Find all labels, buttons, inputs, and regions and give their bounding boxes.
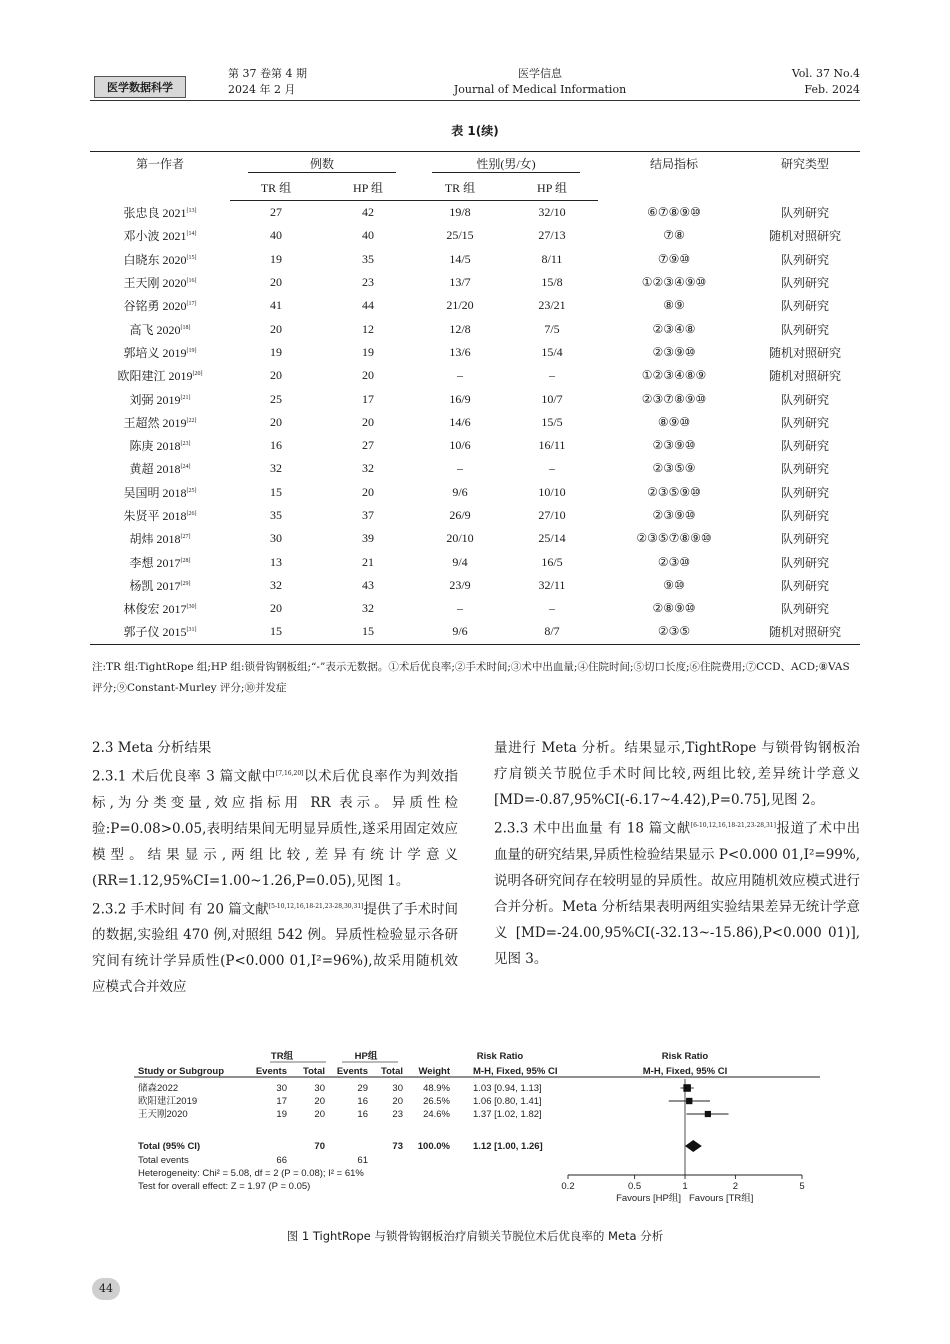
overall-effect-test: Test for overall effect: Z = 1.97 (P = 0.05) xyxy=(138,1181,311,1192)
volume-en: Vol. 37 No.4 xyxy=(791,67,860,80)
cell-hp: 27 xyxy=(362,438,374,453)
col-author: 第一作者 xyxy=(90,152,230,201)
journal-cn: 医学信息 xyxy=(518,67,562,80)
cell-hp: 32 xyxy=(362,461,374,476)
cell-tr: 15 xyxy=(230,620,322,644)
cell-outcome: ②③⑨⑩ xyxy=(652,508,696,522)
table-row xyxy=(90,341,860,364)
cell-author: 白晓东 2020[15] xyxy=(123,252,197,267)
cell-author: 陈庚 2018[23] xyxy=(129,439,191,454)
cell-type: 队列研究 xyxy=(780,578,829,593)
study-ci: 1.06 [0.80, 1.41] xyxy=(473,1096,542,1107)
study-characteristics-table xyxy=(90,151,860,645)
table-row xyxy=(90,481,860,504)
cell-tr-gender: 9/6 xyxy=(452,484,468,499)
left-column xyxy=(92,735,458,1000)
study-point xyxy=(683,1084,691,1092)
cell-hp-gender: – xyxy=(549,601,555,616)
tr-total: 30 xyxy=(314,1083,325,1094)
study-weight: 24.6% xyxy=(423,1109,450,1120)
cell-tr-gender: 19/8 xyxy=(449,205,471,220)
cell-tr: 20 xyxy=(270,275,282,290)
cell-hp: 23 xyxy=(362,275,374,290)
cell-type: 队列研究 xyxy=(780,509,829,523)
cell-tr-gender: 25/15 xyxy=(446,228,474,243)
date-cn: 2024 年 2 月 xyxy=(228,83,296,96)
cell-hp: 19 xyxy=(362,344,374,359)
cell-tr: 20 xyxy=(270,321,282,336)
cell-outcome: ①②③④⑨⑩ xyxy=(641,275,707,290)
cell-hp: 20 xyxy=(362,484,374,499)
col-type: 研究类型 xyxy=(750,152,860,201)
pooled-diamond xyxy=(685,1140,702,1152)
cell-tr-gender: 12/8 xyxy=(449,321,471,336)
hp-total: 30 xyxy=(392,1083,403,1094)
cell-tr-gender: 23/9 xyxy=(449,577,471,592)
cell-hp: 43 xyxy=(362,577,374,592)
cell-outcome: ②⑧⑨⑩ xyxy=(652,601,696,616)
cell-outcome: ②③⑤⑨⑩ xyxy=(647,484,701,499)
cell-tr: 35 xyxy=(270,508,282,522)
study-point xyxy=(705,1111,711,1117)
cell-type: 随机对照研究 xyxy=(768,345,841,360)
total-label: Total (95% CI) xyxy=(138,1141,201,1152)
cell-type: 队列研究 xyxy=(780,276,829,291)
column-header: Events xyxy=(255,1066,287,1077)
col-cases-hp: HP 组 xyxy=(322,175,414,201)
study-point xyxy=(686,1098,692,1104)
cell-type: 队列研究 xyxy=(780,555,829,570)
cell-tr-gender: 16/9 xyxy=(449,391,471,406)
cell-hp: 32 xyxy=(362,601,374,616)
group-label-tr: TR组 xyxy=(270,1051,294,1062)
hp-events: 16 xyxy=(357,1109,368,1120)
cell-type: 队列研究 xyxy=(780,439,829,454)
cell-hp: 44 xyxy=(362,298,374,313)
cell-outcome: ②③⑤ xyxy=(598,620,750,644)
cell-hp-gender: 27/10 xyxy=(538,508,566,522)
axis-tick-label: 5 xyxy=(799,1181,805,1192)
hp-total: 20 xyxy=(392,1096,403,1107)
cell-hp-gender: 16/11 xyxy=(538,438,566,453)
table-title: 表 1(续) xyxy=(451,124,499,138)
cell-tr-gender: 9/6 xyxy=(414,620,506,644)
column-header: Total xyxy=(381,1066,403,1077)
cell-author: 朱贤平 2018[26] xyxy=(123,509,197,523)
cell-author: 邓小波 2021[14] xyxy=(123,229,197,244)
cell-author: 黄超 2018[24] xyxy=(129,462,191,477)
cell-tr: 20 xyxy=(270,368,282,383)
column-header: Total xyxy=(303,1066,325,1077)
table-row xyxy=(90,550,860,573)
cell-hp-gender: 15/8 xyxy=(541,275,563,290)
cell-tr-gender: 13/7 xyxy=(449,275,471,290)
cell-tr: 41 xyxy=(270,298,282,313)
cell-hp-gender: 15/4 xyxy=(541,344,563,359)
cell-outcome: ②③⑤⑨ xyxy=(652,461,696,476)
cell-hp-gender: 10/7 xyxy=(541,391,563,406)
section-2-3-2-continued: 量进行 Meta 分析。结果显示,TightRope 与锁骨钩钢板治疗肩锁关节脱位手术时间比较,两组比较,差异统计学意义 [MD=-0.87,95%CI(-6.17~4.42),P=0.75],见图 2。 xyxy=(494,740,860,808)
cell-hp-gender: 7/5 xyxy=(544,321,560,336)
cell-tr: 13 xyxy=(270,554,282,569)
table-note: 注:TR 组:TightRope 组;HP 组:锁骨钩钢板组;“-”表示无数据。①术后优良率;②手术时间;③术中出血量;④住院时间;⑤切口长度;⑥住院费用;⑦CCD、ACD;⑧VAS 评分;⑨Constant-Murley 评分;⑩并发症 xyxy=(92,661,850,694)
total-events-hp: 61 xyxy=(357,1155,368,1166)
section-2-3-heading: 2.3 Meta 分析结果 xyxy=(92,740,212,756)
group-label-hp: HP组 xyxy=(354,1051,378,1062)
cell-type: 队列研究 xyxy=(780,205,829,220)
total-events-label: Total events xyxy=(138,1155,189,1166)
cell-tr: 27 xyxy=(270,205,282,220)
cell-tr-gender: 14/6 xyxy=(449,414,471,429)
cell-type: 队列研究 xyxy=(780,252,829,267)
column-header: Events xyxy=(336,1066,368,1077)
date-en: Feb. 2024 xyxy=(804,83,860,96)
cell-author: 王超然 2019[22] xyxy=(123,415,197,430)
axis-tick-label: 0.2 xyxy=(561,1181,575,1192)
total-events-tr: 66 xyxy=(276,1155,287,1166)
axis-tick-label: 0.5 xyxy=(628,1181,642,1192)
cell-outcome: ②③④⑧ xyxy=(652,321,696,336)
cell-outcome: ②③⑩ xyxy=(657,554,691,569)
table-row xyxy=(90,364,860,387)
tr-events: 30 xyxy=(276,1083,287,1094)
cell-tr: 20 xyxy=(270,601,282,616)
cell-tr-gender: – xyxy=(457,601,463,616)
right-column xyxy=(494,735,860,972)
table-row xyxy=(90,271,860,294)
page-number: 44 xyxy=(92,1278,120,1300)
tr-total: 20 xyxy=(314,1109,325,1120)
study-name: 王天刚2020 xyxy=(138,1109,188,1120)
cell-author: 高飞 2020[18] xyxy=(129,322,191,337)
table-row xyxy=(90,597,860,620)
table-row xyxy=(90,294,860,317)
cell-hp: 12 xyxy=(362,321,374,336)
cell-hp: 35 xyxy=(362,251,374,266)
cell-hp: 20 xyxy=(362,414,374,429)
study-name: 储森2022 xyxy=(138,1083,179,1094)
cell-outcome: ⑦⑨⑩ xyxy=(657,251,691,266)
cell-outcome: ⑦⑧ xyxy=(663,228,685,243)
cell-author: 杨凯 2017[29] xyxy=(129,578,191,593)
cell-tr: 40 xyxy=(270,228,282,243)
table-row xyxy=(90,201,860,225)
cell-author: 刘弼 2019[21] xyxy=(129,392,191,407)
study-weight: 26.5% xyxy=(423,1096,450,1107)
col-cases-tr: TR 组 xyxy=(230,175,322,201)
table-row xyxy=(90,387,860,410)
favours-right: Favours [TR组] xyxy=(689,1193,754,1204)
volume-cn: 第 37 卷第 4 期 xyxy=(228,67,307,80)
effect-header: Risk Ratio xyxy=(476,1051,524,1062)
total-weight: 100.0% xyxy=(417,1141,450,1152)
cell-hp-gender: 27/13 xyxy=(538,228,566,243)
cell-hp-gender: 32/10 xyxy=(538,205,566,220)
favours-left: Favours [HP组] xyxy=(616,1193,681,1204)
cell-outcome: ②③⑨⑩ xyxy=(652,438,696,453)
cell-outcome: ②③⑦⑧⑨⑩ xyxy=(641,391,707,406)
forest-plot xyxy=(130,1043,830,1213)
journal-en: Journal of Medical Information xyxy=(453,83,627,96)
cell-author: 王天刚 2020[16] xyxy=(123,276,197,291)
cell-hp: 20 xyxy=(362,368,374,383)
cell-tr-gender: 10/6 xyxy=(449,438,471,453)
column-header: Weight xyxy=(418,1066,450,1077)
header-rule xyxy=(90,100,860,101)
cell-tr-gender: 9/4 xyxy=(452,554,468,569)
cell-tr-gender: 20/10 xyxy=(446,531,474,546)
study-ci: 1.03 [0.94, 1.13] xyxy=(473,1083,542,1094)
cell-author: 郭子仪 2015[31] xyxy=(90,620,230,644)
cell-outcome: ②③⑤⑦⑧⑨⑩ xyxy=(636,531,712,546)
cell-author: 吴国明 2018[25] xyxy=(123,485,197,500)
cell-author: 谷铭勇 2020[17] xyxy=(123,299,197,314)
cell-author: 欧阳建江 2019[20] xyxy=(117,369,203,384)
total-hp: 73 xyxy=(392,1141,403,1152)
cell-tr-gender: – xyxy=(457,368,463,383)
cell-author: 郭培义 2019[19] xyxy=(123,345,197,360)
table-row xyxy=(90,434,860,457)
column-header: Study or Subgroup xyxy=(138,1066,225,1077)
cell-author: 张忠良 2021[13] xyxy=(123,205,197,220)
section-badge: 医学数据科学 xyxy=(94,76,186,98)
cell-tr: 20 xyxy=(270,414,282,429)
table-row xyxy=(90,317,860,340)
hp-events: 16 xyxy=(357,1096,368,1107)
cell-hp-gender: – xyxy=(549,461,555,476)
tr-events: 17 xyxy=(276,1096,287,1107)
tr-events: 19 xyxy=(276,1109,287,1120)
axis-tick-label: 1 xyxy=(682,1181,688,1192)
col-gender: 性别(男/女) xyxy=(414,152,598,176)
table-row xyxy=(90,411,860,434)
cell-type: 队列研究 xyxy=(780,532,829,547)
cell-hp-gender: 10/10 xyxy=(538,484,566,499)
cell-hp: 37 xyxy=(362,508,374,522)
axis-tick-label: 2 xyxy=(732,1181,739,1192)
hp-events: 29 xyxy=(357,1083,368,1094)
cell-author: 李想 2017[28] xyxy=(129,555,191,570)
cell-tr: 19 xyxy=(270,344,282,359)
cell-hp: 40 xyxy=(362,228,374,243)
plot-header: Risk Ratio xyxy=(661,1051,709,1062)
cell-type: 队列研究 xyxy=(780,602,829,617)
cell-tr: 32 xyxy=(270,461,282,476)
cell-author: 胡炜 2018[27] xyxy=(129,532,191,547)
cell-type: 队列研究 xyxy=(780,462,829,477)
cell-outcome: ⑨⑩ xyxy=(663,577,685,592)
column-header: M-H, Fixed, 95% CI xyxy=(473,1066,558,1077)
cell-tr-gender: 14/5 xyxy=(449,251,471,266)
cell-hp: 17 xyxy=(362,391,374,406)
col-outcome: 结局指标 xyxy=(598,152,750,201)
cell-outcome: ①②③④⑧⑨ xyxy=(641,368,707,383)
cell-hp: 42 xyxy=(362,205,374,220)
cell-type: 队列研究 xyxy=(780,322,829,337)
cell-type: 随机对照研究 xyxy=(750,620,860,644)
cell-hp-gender: 16/5 xyxy=(541,554,563,569)
cell-hp: 15 xyxy=(322,620,414,644)
cell-type: 队列研究 xyxy=(780,485,829,500)
total-ci: 1.12 [1.00, 1.26] xyxy=(473,1141,543,1152)
cell-tr: 19 xyxy=(270,251,282,266)
cell-hp: 39 xyxy=(362,531,374,546)
cell-outcome: ⑧⑨ xyxy=(663,298,685,313)
cell-hp-gender: 23/21 xyxy=(538,298,566,313)
table-row xyxy=(90,620,860,644)
tr-total: 20 xyxy=(314,1096,325,1107)
table-row xyxy=(90,527,860,550)
figure-caption: 图 1 TightRope 与锁骨钩钢板治疗肩锁关节脱位术后优良率的 Meta 分析 xyxy=(286,1229,664,1243)
cell-type: 随机对照研究 xyxy=(768,229,841,244)
col-cases: 例数 xyxy=(230,152,414,176)
table-row xyxy=(90,224,860,247)
cell-hp-gender: – xyxy=(549,368,555,383)
cell-tr-gender: 13/6 xyxy=(449,344,471,359)
cell-hp-gender: 15/5 xyxy=(541,414,563,429)
cell-tr: 25 xyxy=(270,391,282,406)
table-row xyxy=(90,504,860,527)
cell-tr-gender: 26/9 xyxy=(449,508,471,522)
cell-tr: 15 xyxy=(270,484,282,499)
cell-outcome: ②③⑨⑩ xyxy=(652,344,696,359)
total-tr: 70 xyxy=(314,1141,325,1152)
cell-type: 队列研究 xyxy=(780,299,829,314)
cell-tr-gender: 21/20 xyxy=(446,298,474,313)
hp-total: 23 xyxy=(392,1109,403,1120)
cell-hp-gender: 32/11 xyxy=(538,577,566,592)
cell-outcome: ⑧⑨⑩ xyxy=(657,414,691,429)
cell-author: 林俊宏 2017[30] xyxy=(123,602,197,617)
col-gender-hp: HP 组 xyxy=(506,175,598,201)
cell-tr: 16 xyxy=(270,438,282,453)
cell-hp-gender: 25/14 xyxy=(538,531,566,546)
table-row xyxy=(90,248,860,271)
section-2-3-1: 2.3.1 术后优良率 3 篇文献中[7,16,20]以术后优良率作为判效指标,为分类变量,效应指标用 RR 表示。异质性检验:P=0.08>0.05,表明结果间无明显异质性,遂采用固定效应模型。结果显示,两组比较,差异有统计学意义(RR=1.12,95%CI=1.00~1.26,P=0.05),见图 1。 xyxy=(92,768,459,889)
cell-tr: 30 xyxy=(270,531,282,546)
cell-hp-gender: 8/11 xyxy=(541,251,563,266)
cell-tr: 32 xyxy=(270,577,282,592)
plot-subheader: M-H, Fixed, 95% CI xyxy=(642,1066,728,1077)
table-row xyxy=(90,457,860,480)
cell-type: 队列研究 xyxy=(780,415,829,430)
section-2-3-3: 2.3.3 术中出血量 有 18 篇文献[6-10,12,16,18-21,23-28,31]报道了术中出血量的研究结果,异质性检验结果显示 P<0.000 01,I²=99%,说明各研究间存在较明显的异质性。故应用随机效应模式进行合并分析。Meta 分析结果表明两组实验结果差异无统计学意义 [MD=-24.00,95%CI(-32.13~-15.86),P<0.000 01)],见图 3。 xyxy=(494,820,860,967)
table-row xyxy=(90,574,860,597)
study-ci: 1.37 [1.02, 1.82] xyxy=(473,1109,542,1120)
heterogeneity: Heterogeneity: Chi² = 5.08, df = 2 (P = 0.08); I² = 61% xyxy=(138,1168,364,1179)
cell-type: 队列研究 xyxy=(780,392,829,407)
cell-hp: 21 xyxy=(362,554,374,569)
study-weight: 48.9% xyxy=(423,1083,450,1094)
study-name: 欧阳建江2019 xyxy=(138,1096,198,1107)
cell-outcome: ⑥⑦⑧⑨⑩ xyxy=(647,204,701,219)
col-gender-tr: TR 组 xyxy=(414,175,506,201)
section-2-3-2: 2.3.2 手术时间 有 20 篇文献[5-10,12,16,18-21,23-28,30,31]提供了手术时间的数据,实验组 470 例,对照组 542 例。异质性检验显示各研究间有统计学异质性(P<0.000 01,I²=96%),故采用随机效应模式合并效应 xyxy=(92,901,459,995)
cell-hp-gender: 8/7 xyxy=(506,620,598,644)
cell-type: 随机对照研究 xyxy=(768,369,841,384)
cell-tr-gender: – xyxy=(457,461,463,476)
